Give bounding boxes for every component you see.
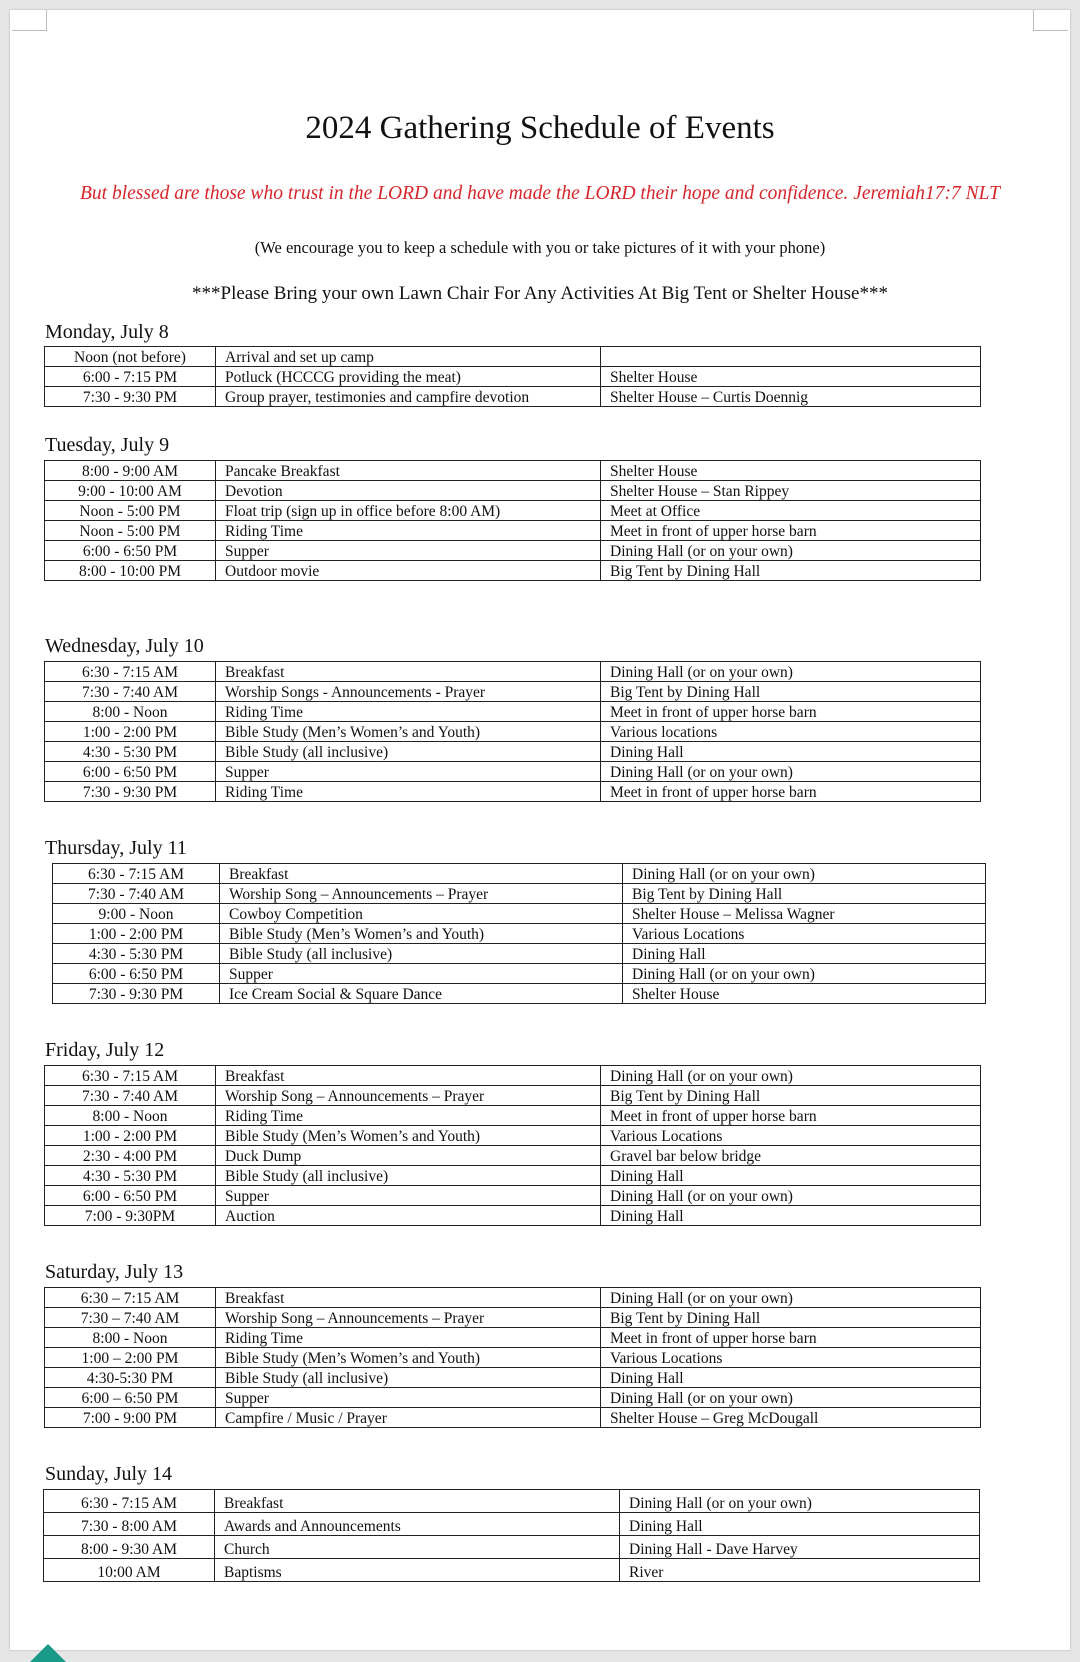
table-row [45, 347, 981, 367]
table-row [44, 1513, 980, 1536]
event-cell: Bible Study (all inclusive) [220, 944, 623, 964]
event-cell: Riding Time [216, 1106, 601, 1126]
location-cell: Big Tent by Dining Hall [623, 884, 986, 904]
time-cell: 10:00 AM [44, 1559, 215, 1582]
time-cell: 6:00 - 6:50 PM [53, 964, 220, 984]
table-row [45, 682, 981, 702]
time-cell: 6:00 - 7:15 PM [45, 367, 216, 387]
location-cell: Big Tent by Dining Hall [601, 1086, 981, 1106]
time-cell: 1:00 - 2:00 PM [45, 722, 216, 742]
table-row [45, 1106, 981, 1126]
event-cell: Cowboy Competition [220, 904, 623, 924]
event-cell: Supper [220, 964, 623, 984]
event-cell: Auction [216, 1206, 601, 1226]
event-cell: Breakfast [216, 1066, 601, 1086]
event-cell: Riding Time [216, 1328, 601, 1348]
table-row [45, 1288, 981, 1308]
time-cell: 4:30 - 5:30 PM [45, 1166, 216, 1186]
event-cell: Duck Dump [216, 1146, 601, 1166]
event-cell: Supper [216, 1388, 601, 1408]
table-row [45, 387, 981, 407]
time-cell: 7:30 - 9:30 PM [53, 984, 220, 1004]
table-row [45, 1186, 981, 1206]
location-cell: Meet in front of upper horse barn [601, 1106, 981, 1126]
location-cell: Shelter House – Curtis Doennig [601, 387, 981, 407]
time-cell: 6:00 - 6:50 PM [45, 1186, 216, 1206]
event-cell: Bible Study (Men’s Women’s and Youth) [216, 722, 601, 742]
location-cell: Dining Hall (or on your own) [601, 1288, 981, 1308]
time-cell: 6:00 - 6:50 PM [45, 762, 216, 782]
day-title-sunday: Sunday, July 14 [45, 1463, 173, 1485]
table-row [45, 762, 981, 782]
crop-mark-top-left [12, 10, 47, 31]
location-cell: Meet in front of upper horse barn [601, 1328, 981, 1348]
event-cell: Riding Time [216, 782, 601, 802]
schedule-table-sunday [43, 1489, 980, 1582]
table-row [45, 1086, 981, 1106]
event-cell: Breakfast [216, 662, 601, 682]
time-cell: 8:00 - 9:30 AM [44, 1536, 215, 1559]
schedule-table-friday [44, 1065, 981, 1226]
event-cell: Devotion [216, 481, 601, 501]
table-row [45, 1126, 981, 1146]
time-cell: 8:00 - Noon [45, 702, 216, 722]
location-cell: River [620, 1559, 980, 1582]
event-cell: Bible Study (all inclusive) [216, 1368, 601, 1388]
document-page [10, 10, 1070, 1650]
time-cell: 7:30 - 9:30 PM [45, 782, 216, 802]
event-cell: Supper [216, 1186, 601, 1206]
event-cell: Supper [216, 541, 601, 561]
location-cell: Dining Hall [601, 742, 981, 762]
location-cell: Shelter House – Stan Rippey [601, 481, 981, 501]
lawn-chair-notice: ***Please Bring your own Lawn Chair For Any Activities At Big Tent or Shelter House*** [192, 283, 888, 304]
time-cell: 7:00 - 9:00 PM [45, 1408, 216, 1428]
time-cell: 7:30 – 7:40 AM [45, 1308, 216, 1328]
time-cell: 8:00 - 9:00 AM [45, 461, 216, 481]
day-title-monday: Monday, July 8 [45, 321, 169, 343]
table-row [45, 662, 981, 682]
table-row [45, 782, 981, 802]
time-cell: 7:00 - 9:30PM [45, 1206, 216, 1226]
table-row [45, 501, 981, 521]
table-row [45, 1066, 981, 1086]
location-cell: Dining Hall (or on your own) [601, 1186, 981, 1206]
table-row [53, 884, 986, 904]
schedule-table-wednesday [44, 661, 981, 802]
time-cell: 4:30 - 5:30 PM [45, 742, 216, 762]
location-cell: Shelter House [623, 984, 986, 1004]
location-cell: Dining Hall - Dave Harvey [620, 1536, 980, 1559]
table-row [45, 1368, 981, 1388]
table-row [45, 461, 981, 481]
location-cell: Various Locations [601, 1348, 981, 1368]
location-cell: Dining Hall (or on your own) [620, 1490, 980, 1513]
location-cell: Dining Hall [601, 1206, 981, 1226]
location-cell: Dining Hall [623, 944, 986, 964]
location-cell: Shelter House – Greg McDougall [601, 1408, 981, 1428]
table-row [44, 1536, 980, 1559]
location-cell: Big Tent by Dining Hall [601, 561, 981, 581]
table-row [45, 367, 981, 387]
location-cell: Shelter House – Melissa Wagner [623, 904, 986, 924]
page-corner-marker-icon [30, 1644, 66, 1662]
location-cell: Meet at Office [601, 501, 981, 521]
location-cell: Shelter House [601, 367, 981, 387]
day-title-tuesday: Tuesday, July 9 [45, 434, 170, 456]
time-cell: 7:30 - 7:40 AM [45, 1086, 216, 1106]
table-row [45, 1388, 981, 1408]
table-row [53, 904, 986, 924]
event-cell: Worship Songs - Announcements - Prayer [216, 682, 601, 702]
time-cell: 9:00 - Noon [53, 904, 220, 924]
time-cell: 6:30 - 7:15 AM [45, 1066, 216, 1086]
schedule-note: (We encourage you to keep a schedule with you or take pictures of it with your phone) [254, 238, 826, 257]
scripture-verse: But blessed are those who trust in the LORD and have made the LORD their hope and confidence. Jeremiah17:7 NLT [80, 183, 1000, 204]
time-cell: 4:30 - 5:30 PM [53, 944, 220, 964]
day-title-wednesday: Wednesday, July 10 [45, 635, 204, 657]
event-cell: Pancake Breakfast [216, 461, 601, 481]
location-cell: Meet in front of upper horse barn [601, 782, 981, 802]
location-cell: Dining Hall [601, 1166, 981, 1186]
table-row [45, 1166, 981, 1186]
table-row [53, 944, 986, 964]
schedule-table-thursday [52, 863, 986, 1004]
location-cell: Dining Hall [620, 1513, 980, 1536]
location-cell: Dining Hall (or on your own) [623, 864, 986, 884]
schedule-table-saturday [44, 1287, 981, 1428]
event-cell: Group prayer, testimonies and campfire devotion [216, 387, 601, 407]
location-cell: Big Tent by Dining Hall [601, 682, 981, 702]
table-row [45, 1348, 981, 1368]
day-title-thursday: Thursday, July 11 [45, 837, 187, 859]
time-cell: 1:00 - 2:00 PM [53, 924, 220, 944]
location-cell: Dining Hall [601, 1368, 981, 1388]
table-row [45, 1308, 981, 1328]
day-title-friday: Friday, July 12 [45, 1039, 165, 1061]
table-row [45, 561, 981, 581]
location-cell [601, 347, 981, 367]
event-cell: Riding Time [216, 702, 601, 722]
table-row [45, 521, 981, 541]
location-cell: Meet in front of upper horse barn [601, 702, 981, 722]
schedule-table-monday [44, 346, 981, 407]
time-cell: 6:30 - 7:15 AM [53, 864, 220, 884]
time-cell: 6:00 – 6:50 PM [45, 1388, 216, 1408]
table-row [45, 481, 981, 501]
event-cell: Awards and Announcements [215, 1513, 620, 1536]
event-cell: Bible Study (Men’s Women’s and Youth) [220, 924, 623, 944]
event-cell: Potluck (HCCCG providing the meat) [216, 367, 601, 387]
time-cell: 1:00 - 2:00 PM [45, 1126, 216, 1146]
time-cell: 4:30-5:30 PM [45, 1368, 216, 1388]
table-row [45, 1146, 981, 1166]
event-cell: Campfire / Music / Prayer [216, 1408, 601, 1428]
table-row [45, 722, 981, 742]
table-row [53, 964, 986, 984]
table-row [45, 541, 981, 561]
table-row [53, 984, 986, 1004]
table-row [44, 1559, 980, 1582]
event-cell: Breakfast [216, 1288, 601, 1308]
table-row [45, 702, 981, 722]
event-cell: Bible Study (Men’s Women’s and Youth) [216, 1126, 601, 1146]
page-title: 2024 Gathering Schedule of Events [305, 110, 775, 146]
table-row [44, 1490, 980, 1513]
location-cell: Dining Hall (or on your own) [601, 541, 981, 561]
time-cell: 6:30 - 7:15 AM [44, 1490, 215, 1513]
table-row [45, 742, 981, 762]
event-cell: Outdoor movie [216, 561, 601, 581]
time-cell: Noon (not before) [45, 347, 216, 367]
event-cell: Breakfast [215, 1490, 620, 1513]
event-cell: Worship Song – Announcements – Prayer [216, 1086, 601, 1106]
day-title-saturday: Saturday, July 13 [45, 1261, 184, 1283]
time-cell: 8:00 - Noon [45, 1328, 216, 1348]
location-cell: Gravel bar below bridge [601, 1146, 981, 1166]
time-cell: 7:30 - 9:30 PM [45, 387, 216, 407]
time-cell: Noon - 5:00 PM [45, 521, 216, 541]
location-cell: Dining Hall (or on your own) [601, 1388, 981, 1408]
time-cell: 6:30 – 7:15 AM [45, 1288, 216, 1308]
table-row [53, 924, 986, 944]
location-cell: Various Locations [623, 924, 986, 944]
location-cell: Various Locations [601, 1126, 981, 1146]
table-row [45, 1408, 981, 1428]
event-cell: Baptisms [215, 1559, 620, 1582]
event-cell: Ice Cream Social & Square Dance [220, 984, 623, 1004]
schedule-table-tuesday [44, 460, 981, 581]
table-row [53, 864, 986, 884]
location-cell: Meet in front of upper horse barn [601, 521, 981, 541]
table-row [45, 1206, 981, 1226]
time-cell: 6:00 - 6:50 PM [45, 541, 216, 561]
event-cell: Worship Song – Announcements – Prayer [220, 884, 623, 904]
time-cell: 8:00 - 10:00 PM [45, 561, 216, 581]
location-cell: Big Tent by Dining Hall [601, 1308, 981, 1328]
event-cell: Arrival and set up camp [216, 347, 601, 367]
event-cell: Float trip (sign up in office before 8:00 AM) [216, 501, 601, 521]
location-cell: Various locations [601, 722, 981, 742]
location-cell: Dining Hall (or on your own) [601, 662, 981, 682]
event-cell: Worship Song – Announcements – Prayer [216, 1308, 601, 1328]
crop-mark-top-right [1033, 10, 1068, 31]
time-cell: 2:30 - 4:00 PM [45, 1146, 216, 1166]
event-cell: Breakfast [220, 864, 623, 884]
time-cell: 8:00 - Noon [45, 1106, 216, 1126]
location-cell: Dining Hall (or on your own) [623, 964, 986, 984]
time-cell: 7:30 - 7:40 AM [45, 682, 216, 702]
location-cell: Dining Hall (or on your own) [601, 762, 981, 782]
event-cell: Church [215, 1536, 620, 1559]
time-cell: 7:30 - 7:40 AM [53, 884, 220, 904]
location-cell: Dining Hall (or on your own) [601, 1066, 981, 1086]
event-cell: Bible Study (all inclusive) [216, 1166, 601, 1186]
time-cell: 7:30 - 8:00 AM [44, 1513, 215, 1536]
time-cell: 6:30 - 7:15 AM [45, 662, 216, 682]
event-cell: Riding Time [216, 521, 601, 541]
event-cell: Supper [216, 762, 601, 782]
table-row [45, 1328, 981, 1348]
event-cell: Bible Study (all inclusive) [216, 742, 601, 762]
event-cell: Bible Study (Men’s Women’s and Youth) [216, 1348, 601, 1368]
time-cell: Noon - 5:00 PM [45, 501, 216, 521]
location-cell: Shelter House [601, 461, 981, 481]
time-cell: 1:00 – 2:00 PM [45, 1348, 216, 1368]
time-cell: 9:00 - 10:00 AM [45, 481, 216, 501]
